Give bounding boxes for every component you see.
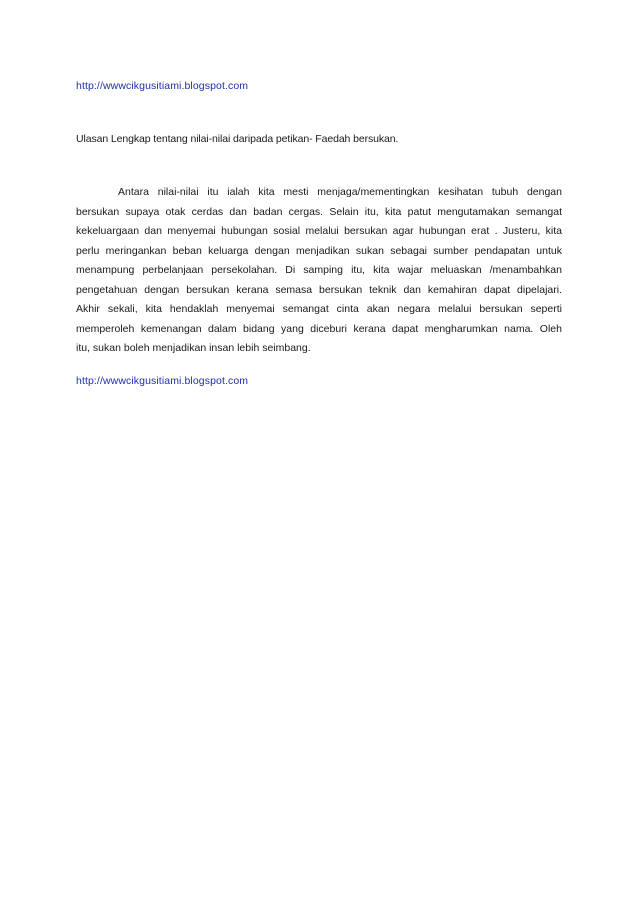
paragraph-line: menampung perbelanjaan persekolahan. Di samping itu, kita wajar meluaskan /menambahkan [76, 264, 562, 276]
paragraph-line: Antara nilai-nilai itu ialah kita mesti menjaga/mementingkan kesihatan tubuh dengan [118, 186, 562, 198]
paragraph-line: perlu meringankan beban keluarga dengan menjadikan sukan sebagai sumber pendapatan untuk [76, 244, 562, 257]
paragraph-line: pengetahuan dengan bersukan kerana semasa bersukan teknik dan kemahiran dapat dipelajari. [76, 283, 562, 296]
paragraph-line: bersukan supaya otak cerdas dan badan cergas. Selain itu, kita patut mengutamakan semangat [76, 205, 562, 218]
document-heading: Ulasan Lengkap tentang nilai-nilai daripada petikan- Faedah bersukan. [76, 133, 399, 145]
paragraph-line: itu, sukan boleh menjadikan insan lebih seimbang. [76, 342, 311, 354]
blog-link-top[interactable]: http://wwwcikgusitiami.blogspot.com [76, 80, 249, 92]
paragraph-line: Akhir sekali, kita hendaklah menyemai semangat cinta akan negara melalui bersukan seperti [76, 303, 562, 315]
blog-link-bottom[interactable]: http://wwwcikgusitiami.blogspot.com [76, 375, 249, 387]
paragraph-line: kekeluargaan dan menyemai hubungan sosial melalui bersukan agar hubungan erat . Justeru, kita [76, 225, 562, 237]
body-paragraph [76, 183, 562, 359]
paragraph-line: memperoleh kemenangan dalam bidang yang diceburi kerana dapat mengharumkan nama. Oleh [76, 322, 562, 335]
